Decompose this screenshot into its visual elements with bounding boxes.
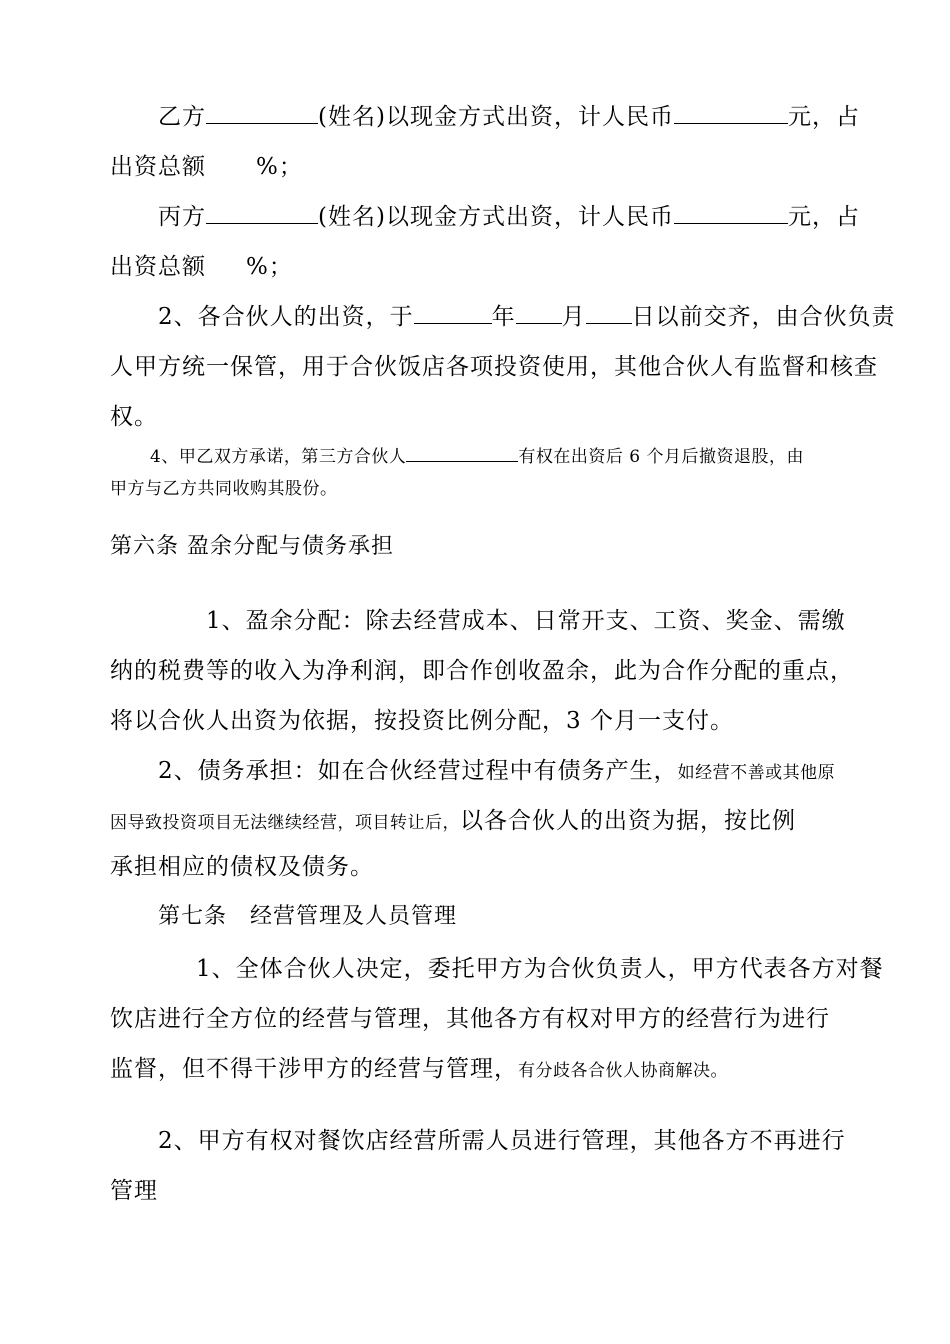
article6-p2-line2-main: 以各合伙人的出资为据，按比例 <box>460 808 796 834</box>
article7-p1-line2: 饮店进行全方位的经营与管理，其他各方有权对甲方的经营行为进行 <box>110 1006 830 1032</box>
item2-day-blank[interactable] <box>586 303 632 324</box>
party-b-name-blank[interactable] <box>206 103 318 124</box>
item2-line3: 权。 <box>110 404 158 430</box>
party-c-unit: 元，占 <box>787 204 860 230</box>
item4-partner-blank[interactable] <box>406 445 518 462</box>
party-c-amount-blank[interactable] <box>674 203 788 224</box>
party-c-share-line <box>110 252 293 282</box>
article6-p1-line1: 1、盈余分配：除去经营成本、日常开支、工资、奖金、需缴 <box>206 608 846 634</box>
article7-p1-line3 <box>110 1054 728 1086</box>
party-b-percent: %； <box>256 154 303 180</box>
item2-prefix: 2、各合伙人的出资，于 <box>158 304 414 330</box>
party-c-note: (姓名)以现金方式出资，计人民币 <box>318 204 674 230</box>
item2-day-suffix: 日以前交齐，由合伙负责 <box>631 304 896 330</box>
party-b-amount-blank[interactable] <box>674 103 788 124</box>
party-b-line <box>158 102 860 132</box>
item2-line1 <box>158 302 896 332</box>
article7-title: 第七条 经营管理及人员管理 <box>158 904 458 929</box>
article7-p1-line3-main: 监督，但不得干涉甲方的经营与管理， <box>110 1056 518 1082</box>
article7-p2-line1: 2、甲方有权对餐饮店经营所需人员进行管理，其他各方不再进行 <box>158 1128 846 1154</box>
article6-p2-main: 2、债务承担：如在合伙经营过程中有债务产生， <box>158 758 678 784</box>
item4-line2: 甲方与乙方共同收购其股份。 <box>110 479 338 499</box>
party-c-percent: %； <box>246 254 293 280</box>
item4-suffix: 有权在出资后 6 个月后撤资退股，由 <box>518 447 804 467</box>
article6-p2-line3: 承担相应的债权及债务。 <box>110 854 374 880</box>
article7-p1-line3-small: 有分歧各合伙人协商解决。 <box>518 1061 728 1081</box>
party-c-name-blank[interactable] <box>206 203 318 224</box>
item2-year-blank[interactable] <box>414 303 492 324</box>
article6-p2-line2 <box>110 806 796 838</box>
item4-line1 <box>150 442 804 472</box>
party-b-note: (姓名)以现金方式出资，计人民币 <box>318 104 674 130</box>
party-b-label: 乙方 <box>158 104 206 130</box>
party-c-line <box>158 202 860 232</box>
party-b-share-line <box>110 152 303 182</box>
item4-prefix: 4、甲乙双方承诺，第三方合伙人 <box>150 447 407 467</box>
party-b-total-label: 出资总额 <box>110 154 206 180</box>
article6-p1-line2: 纳的税费等的收入为净利润，即合作创收盈余，此为合作分配的重点， <box>110 658 854 684</box>
party-c-label: 丙方 <box>158 204 206 230</box>
article7-p2-line2: 管理 <box>110 1178 158 1204</box>
item2-line2: 人甲方统一保管，用于合伙饭店各项投资使用，其他合伙人有监督和核查 <box>110 354 878 380</box>
article7-p1-line1: 1、全体合伙人决定，委托甲方为合伙负责人，甲方代表各方对餐 <box>196 956 884 982</box>
item2-year: 年 <box>491 304 516 330</box>
article6-p2-line2-small: 因导致投资项目无法继续经营，项目转让后， <box>110 813 460 833</box>
item2-month: 月 <box>561 304 586 330</box>
article6-p2-line1 <box>158 756 835 788</box>
party-c-total-label: 出资总额 <box>110 254 206 280</box>
item2-month-blank[interactable] <box>516 303 562 324</box>
article6-p1-line3: 将以合伙人出资为依据，按投资比例分配，3 个月一支付。 <box>110 708 734 734</box>
party-b-unit: 元，占 <box>787 104 860 130</box>
article6-p2-small: 如经营不善或其他原 <box>677 763 836 783</box>
article6-title: 第六条 盈余分配与债务承担 <box>110 534 394 559</box>
